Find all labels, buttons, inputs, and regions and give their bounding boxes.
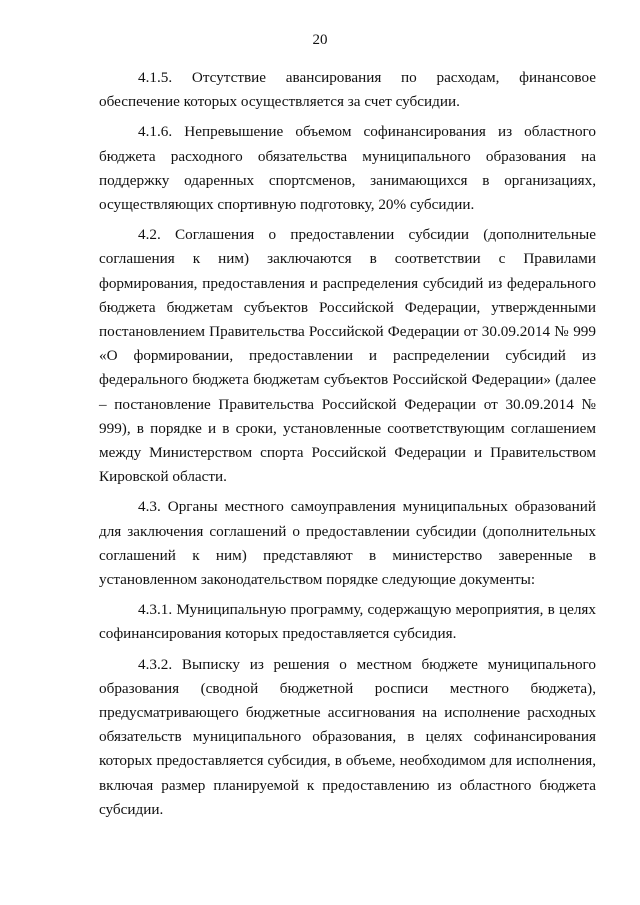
- page-number: 20: [312, 32, 328, 48]
- paragraph-4-1-5: 4.1.5. Отсутствие авансирования по расходам, финансовое обеспечение которых осуществляется за счет субсидии.: [99, 69, 596, 111]
- paragraph-4-3-2: 4.3.2. Выписку из решения о местном бюджете муниципального образования (сводной бюджетной росписи местного бюджета), предусматривающего бюджетные ассигнования на исполнение расходных обязательств муниципального образования, в целях софинансирования которых предоставляется субсидия, в объеме, необходимом для исполнения, включая размер планируемой к предоставлению из областного бюджета субсидии.: [99, 655, 596, 818]
- paragraph-4-3-1: 4.3.1. Муниципальную программу, содержащую мероприятия, в целях софинансирования которых предоставляется субсидия.: [99, 601, 596, 643]
- paragraph-4-1-6: 4.1.6. Непревышение объемом софинансирования из областного бюджета расходного обязательства муниципального образования на поддержку одаренных спортсменов, занимающихся в организациях, осуществляющих спортивную подготовку, 20% субсидии.: [99, 123, 596, 214]
- document-body: [99, 66, 596, 828]
- paragraph-4-3: 4.3. Органы местного самоуправления муниципальных образований для заключения соглашений о предоставлении субсидии (дополнительных соглашений к ним) представляют в министерство заверенные в установленном законодательством порядке следующие документы:: [99, 498, 596, 589]
- paragraph-4-2: 4.2. Соглашения о предоставлении субсидии (дополнительные соглашения к ним) заключаются в соответствии с Правилами формирования, предоставления и распределения субсидий из федерального бюджета бюджетам субъектов Российской Федерации, утвержденными постановлением Правительства Российской Федерации от 30.09.2014 № 999 «О формировании, предоставлении и распределении субсидий из федерального бюджета бюджетам субъектов Российской Федерации» (далее – постановление Правительства Российской Федерации от 30.09.2014 № 999), в порядке и в сроки, установленные соответствующим соглашением между Министерством спорта Российской Федерации и Правительством Кировской области.: [99, 226, 596, 486]
